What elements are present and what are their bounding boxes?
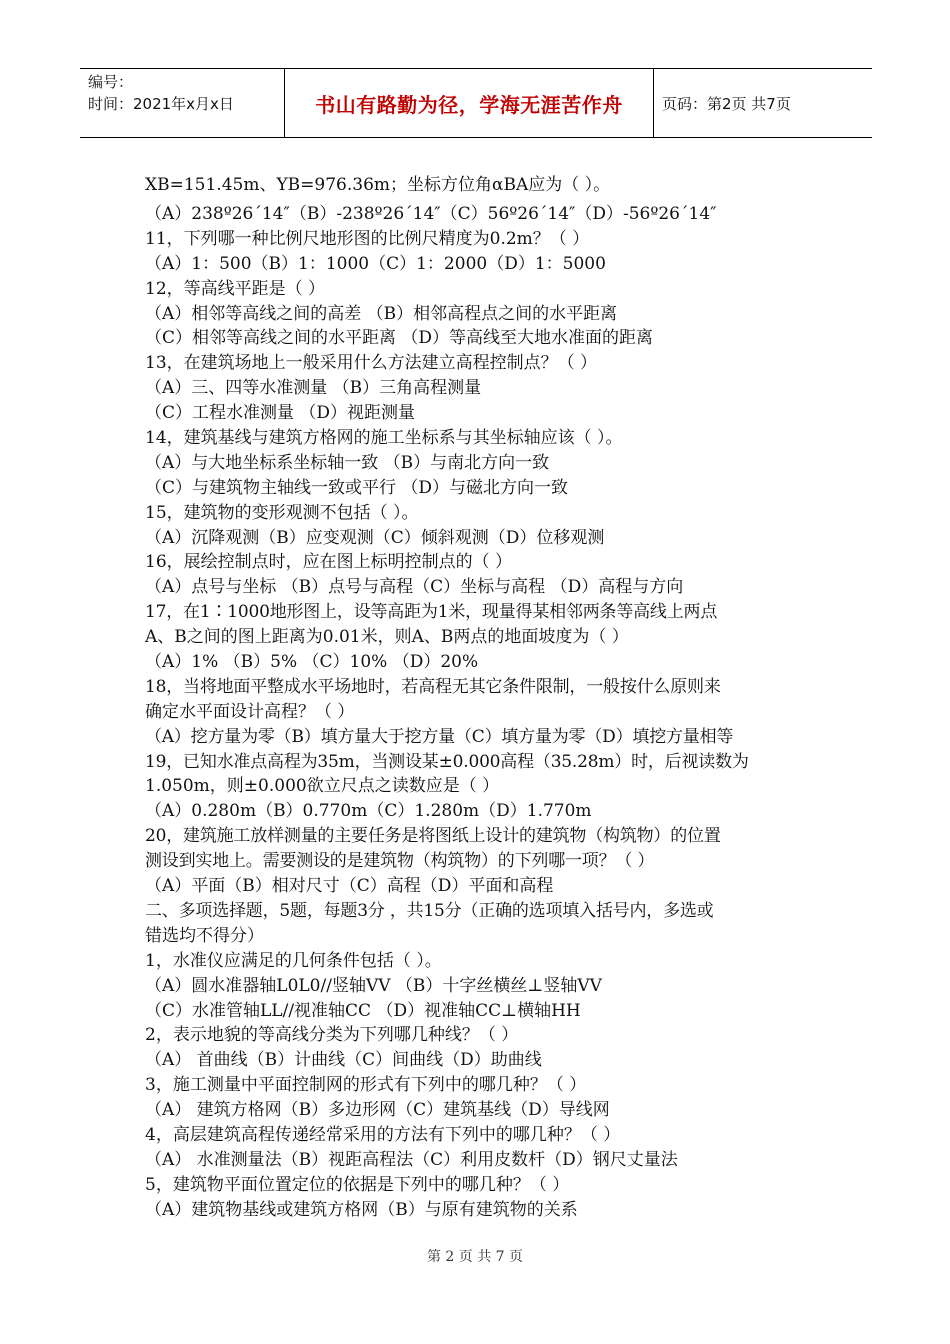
question-20: 20，建筑施工放样测量的主要任务是将图纸上设计的建筑物（构筑物）的位置 xyxy=(145,826,721,847)
text-line: （A）沉降观测（B）应变观测（C）倾斜观测（D）位移观测 xyxy=(145,527,605,548)
header-page-number: 页码：第2页 共7页 xyxy=(662,94,791,113)
text-line: （A）挖方量为零（B）填方量大于挖方量（C）填方量为零（D）填挖方量相等 xyxy=(145,726,734,747)
question-14: 14，建筑基线与建筑方格网的施工坐标系与其坐标轴应该（ ）。 xyxy=(145,428,623,449)
document-body xyxy=(145,168,825,1223)
text-line: XB=151.45m、YB=976.36m；坐标方位角αBA应为（ ）。 xyxy=(145,175,611,195)
question-15: 15，建筑物的变形观测不包括（ ）。 xyxy=(145,502,419,523)
page-header xyxy=(80,68,872,138)
text-line: 错选均不得分） xyxy=(145,925,264,946)
multi-question-4: 4，高层建筑高程传递经常采用的方法有下列中的哪几种？（ ） xyxy=(145,1124,621,1145)
text-line: （A） 水准测量法（B）视距高程法（C）利用皮数杆（D）钢尺丈量法 xyxy=(145,1149,678,1170)
question-13: 13，在建筑场地上一般采用什么方法建立高程控制点？（ ） xyxy=(145,353,598,374)
text-line: A、B之间的图上距离为0.01米，则A、B两点的地面坡度为（ ） xyxy=(145,627,629,648)
multi-question-5: 5，建筑物平面位置定位的依据是下列中的哪几种？（ ） xyxy=(145,1174,570,1195)
header-motto: 书山有路勤为径，学海无涯苦作舟 xyxy=(284,69,654,137)
text-line: （A）0.280m（B）0.770m（C）1.280m（D）1.770m xyxy=(145,801,592,822)
text-line: （C）相邻等高线之间的水平距离 （D）等高线至大地水准面的距离 xyxy=(145,328,654,349)
question-17: 17，在1∶1000地形图上，设等高距为1米，现量得某相邻两条等高线上两点 xyxy=(145,602,718,623)
page-footer: 第 2 页 共 7 页 xyxy=(426,1249,524,1265)
multi-question-1: 1，水准仪应满足的几何条件包括（ ）。 xyxy=(145,950,442,971)
question-11: 11，下列哪一种比例尺地形图的比例尺精度为0.2m？（ ） xyxy=(145,228,590,249)
text-line: （A）相邻等高线之间的高差 （B）相邻高程点之间的水平距离 xyxy=(145,303,618,324)
text-line: 测设到实地上。需要测设的是建筑物（构筑物）的下列哪一项？（ ） xyxy=(145,851,655,872)
text-line: （A） 建筑方格网（B）多边形网（C）建筑基线（D）导线网 xyxy=(145,1100,610,1121)
document-date-label: 时间：2021年x月x日 xyxy=(88,95,234,113)
text-line: （A）1% （B）5% （C）10% （D）20% xyxy=(145,652,479,673)
text-line: （A）建筑物基线或建筑方格网（B）与原有建筑物的关系 xyxy=(145,1199,578,1220)
text-line: （C）水准管轴LL//视准轴CC （D）视准轴CC⊥横轴HH xyxy=(145,1000,581,1021)
text-line: （A） 首曲线（B）计曲线（C）间曲线（D）助曲线 xyxy=(145,1050,542,1071)
multi-question-2: 2，表示地貌的等高线分类为下列哪几种线？（ ） xyxy=(145,1025,519,1046)
question-16: 16，展绘控制点时，应在图上标明控制点的（ ） xyxy=(145,552,513,573)
text-line: （C）与建筑物主轴线一致或平行 （D）与磁北方向一致 xyxy=(145,477,569,498)
text-line: （A）圆水准器轴L0L0//竖轴VV （B）十字丝横丝⊥竖轴VV xyxy=(145,975,602,996)
text-line: （A）平面（B）相对尺寸（C）高程（D）平面和高程 xyxy=(145,876,554,897)
text-line: 确定水平面设计高程？（ ） xyxy=(145,701,355,722)
header-meta xyxy=(88,69,278,139)
question-19: 19，已知水准点高程为35m，当测设某±0.000高程（35.28m）时，后视读数为 xyxy=(145,751,749,772)
section-heading-multiple-choice: 二、多项选择题，5题，每题3分 ，共15分（正确的选项填入括号内，多选或 xyxy=(145,900,714,921)
question-18: 18，当将地面平整成水平场地时，若高程无其它条件限制，一般按什么原则来 xyxy=(145,676,721,697)
text-line: （A）点号与坐标 （B）点号与高程（C）坐标与高程 （D）高程与方向 xyxy=(145,577,684,598)
text-line: （A）三、四等水准测量 （B）三角高程测量 xyxy=(145,378,482,399)
text-line: 1.050m，则±0.000欲立尺点之读数应是（ ） xyxy=(145,776,500,797)
document-code-label: 编号： xyxy=(88,73,134,91)
text-line: （A）与大地坐标系坐标轴一致 （B）与南北方向一致 xyxy=(145,452,550,473)
text-line: （C）工程水准测量 （D）视距测量 xyxy=(145,403,416,424)
text-line: （A）238º26΄14″（B）-238º26΄14″（C）56º26΄14″（D）-56º26΄14″ xyxy=(145,204,717,224)
text-line: （A）1：500（B）1：1000（C）1：2000（D）1：5000 xyxy=(145,253,606,274)
multi-question-3: 3，施工测量中平面控制网的形式有下列中的哪几种？（ ） xyxy=(145,1075,587,1096)
question-12: 12，等高线平距是（ ） xyxy=(145,278,326,299)
